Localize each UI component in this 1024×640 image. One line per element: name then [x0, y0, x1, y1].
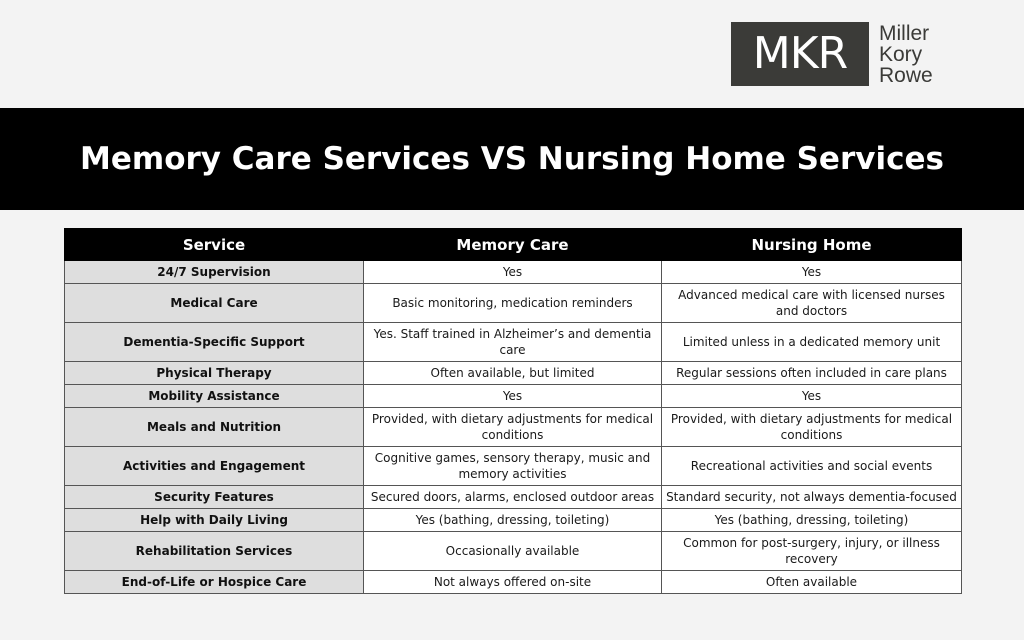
service-cell: End-of-Life or Hospice Care [65, 571, 364, 594]
service-cell: Dementia-Specific Support [65, 323, 364, 362]
table-row [65, 385, 962, 408]
nursing-home-cell: Common for post-surgery, injury, or illness recovery [662, 532, 962, 571]
service-cell: Activities and Engagement [65, 447, 364, 486]
memory-care-cell: Basic monitoring, medication reminders [364, 284, 662, 323]
logo-mark: MKR [731, 22, 869, 86]
service-cell: Meals and Nutrition [65, 408, 364, 447]
nursing-home-cell: Standard security, not always dementia-focused [662, 486, 962, 509]
logo-name-line: Rowe [879, 63, 933, 87]
header-service: Service [65, 229, 364, 261]
memory-care-cell: Secured doors, alarms, enclosed outdoor areas [364, 486, 662, 509]
service-cell: Rehabilitation Services [65, 532, 364, 571]
table-row [65, 447, 962, 486]
memory-care-cell: Occasionally available [364, 532, 662, 571]
service-cell: Help with Daily Living [65, 509, 364, 532]
service-cell: Medical Care [65, 284, 364, 323]
table-row [65, 408, 962, 447]
header-nursing-home: Nursing Home [662, 229, 962, 261]
nursing-home-cell: Yes [662, 261, 962, 284]
table-row [65, 571, 962, 594]
nursing-home-cell: Recreational activities and social events [662, 447, 962, 486]
service-cell: Mobility Assistance [65, 385, 364, 408]
service-cell: Security Features [65, 486, 364, 509]
table-row [65, 261, 962, 284]
logo [731, 22, 933, 86]
nursing-home-cell: Limited unless in a dedicated memory unit [662, 323, 962, 362]
table-row [65, 532, 962, 571]
memory-care-cell: Yes [364, 261, 662, 284]
title-bar [0, 108, 1024, 210]
table-header-row [65, 229, 962, 261]
table-row [65, 323, 962, 362]
header-memory-care: Memory Care [364, 229, 662, 261]
comparison-table-wrapper [64, 228, 961, 594]
service-cell: Physical Therapy [65, 362, 364, 385]
table-row [65, 284, 962, 323]
memory-care-cell: Not always offered on-site [364, 571, 662, 594]
memory-care-cell: Yes. Staff trained in Alzheimer’s and dementia care [364, 323, 662, 362]
logo-name-line: Kory [879, 42, 923, 66]
memory-care-cell: Provided, with dietary adjustments for medical conditions [364, 408, 662, 447]
nursing-home-cell: Provided, with dietary adjustments for medical conditions [662, 408, 962, 447]
logo-name [879, 23, 933, 86]
table-row [65, 509, 962, 532]
logo-name-line: Miller [879, 21, 930, 45]
memory-care-cell: Yes (bathing, dressing, toileting) [364, 509, 662, 532]
nursing-home-cell: Yes (bathing, dressing, toileting) [662, 509, 962, 532]
memory-care-cell: Yes [364, 385, 662, 408]
memory-care-cell: Cognitive games, sensory therapy, music and memory activities [364, 447, 662, 486]
nursing-home-cell: Regular sessions often included in care plans [662, 362, 962, 385]
table-row [65, 486, 962, 509]
table-row [65, 362, 962, 385]
page-title: Memory Care Services VS Nursing Home Services [80, 141, 944, 177]
nursing-home-cell: Yes [662, 385, 962, 408]
service-cell: 24/7 Supervision [65, 261, 364, 284]
nursing-home-cell: Advanced medical care with licensed nurses and doctors [662, 284, 962, 323]
comparison-table [64, 228, 962, 594]
memory-care-cell: Often available, but limited [364, 362, 662, 385]
nursing-home-cell: Often available [662, 571, 962, 594]
